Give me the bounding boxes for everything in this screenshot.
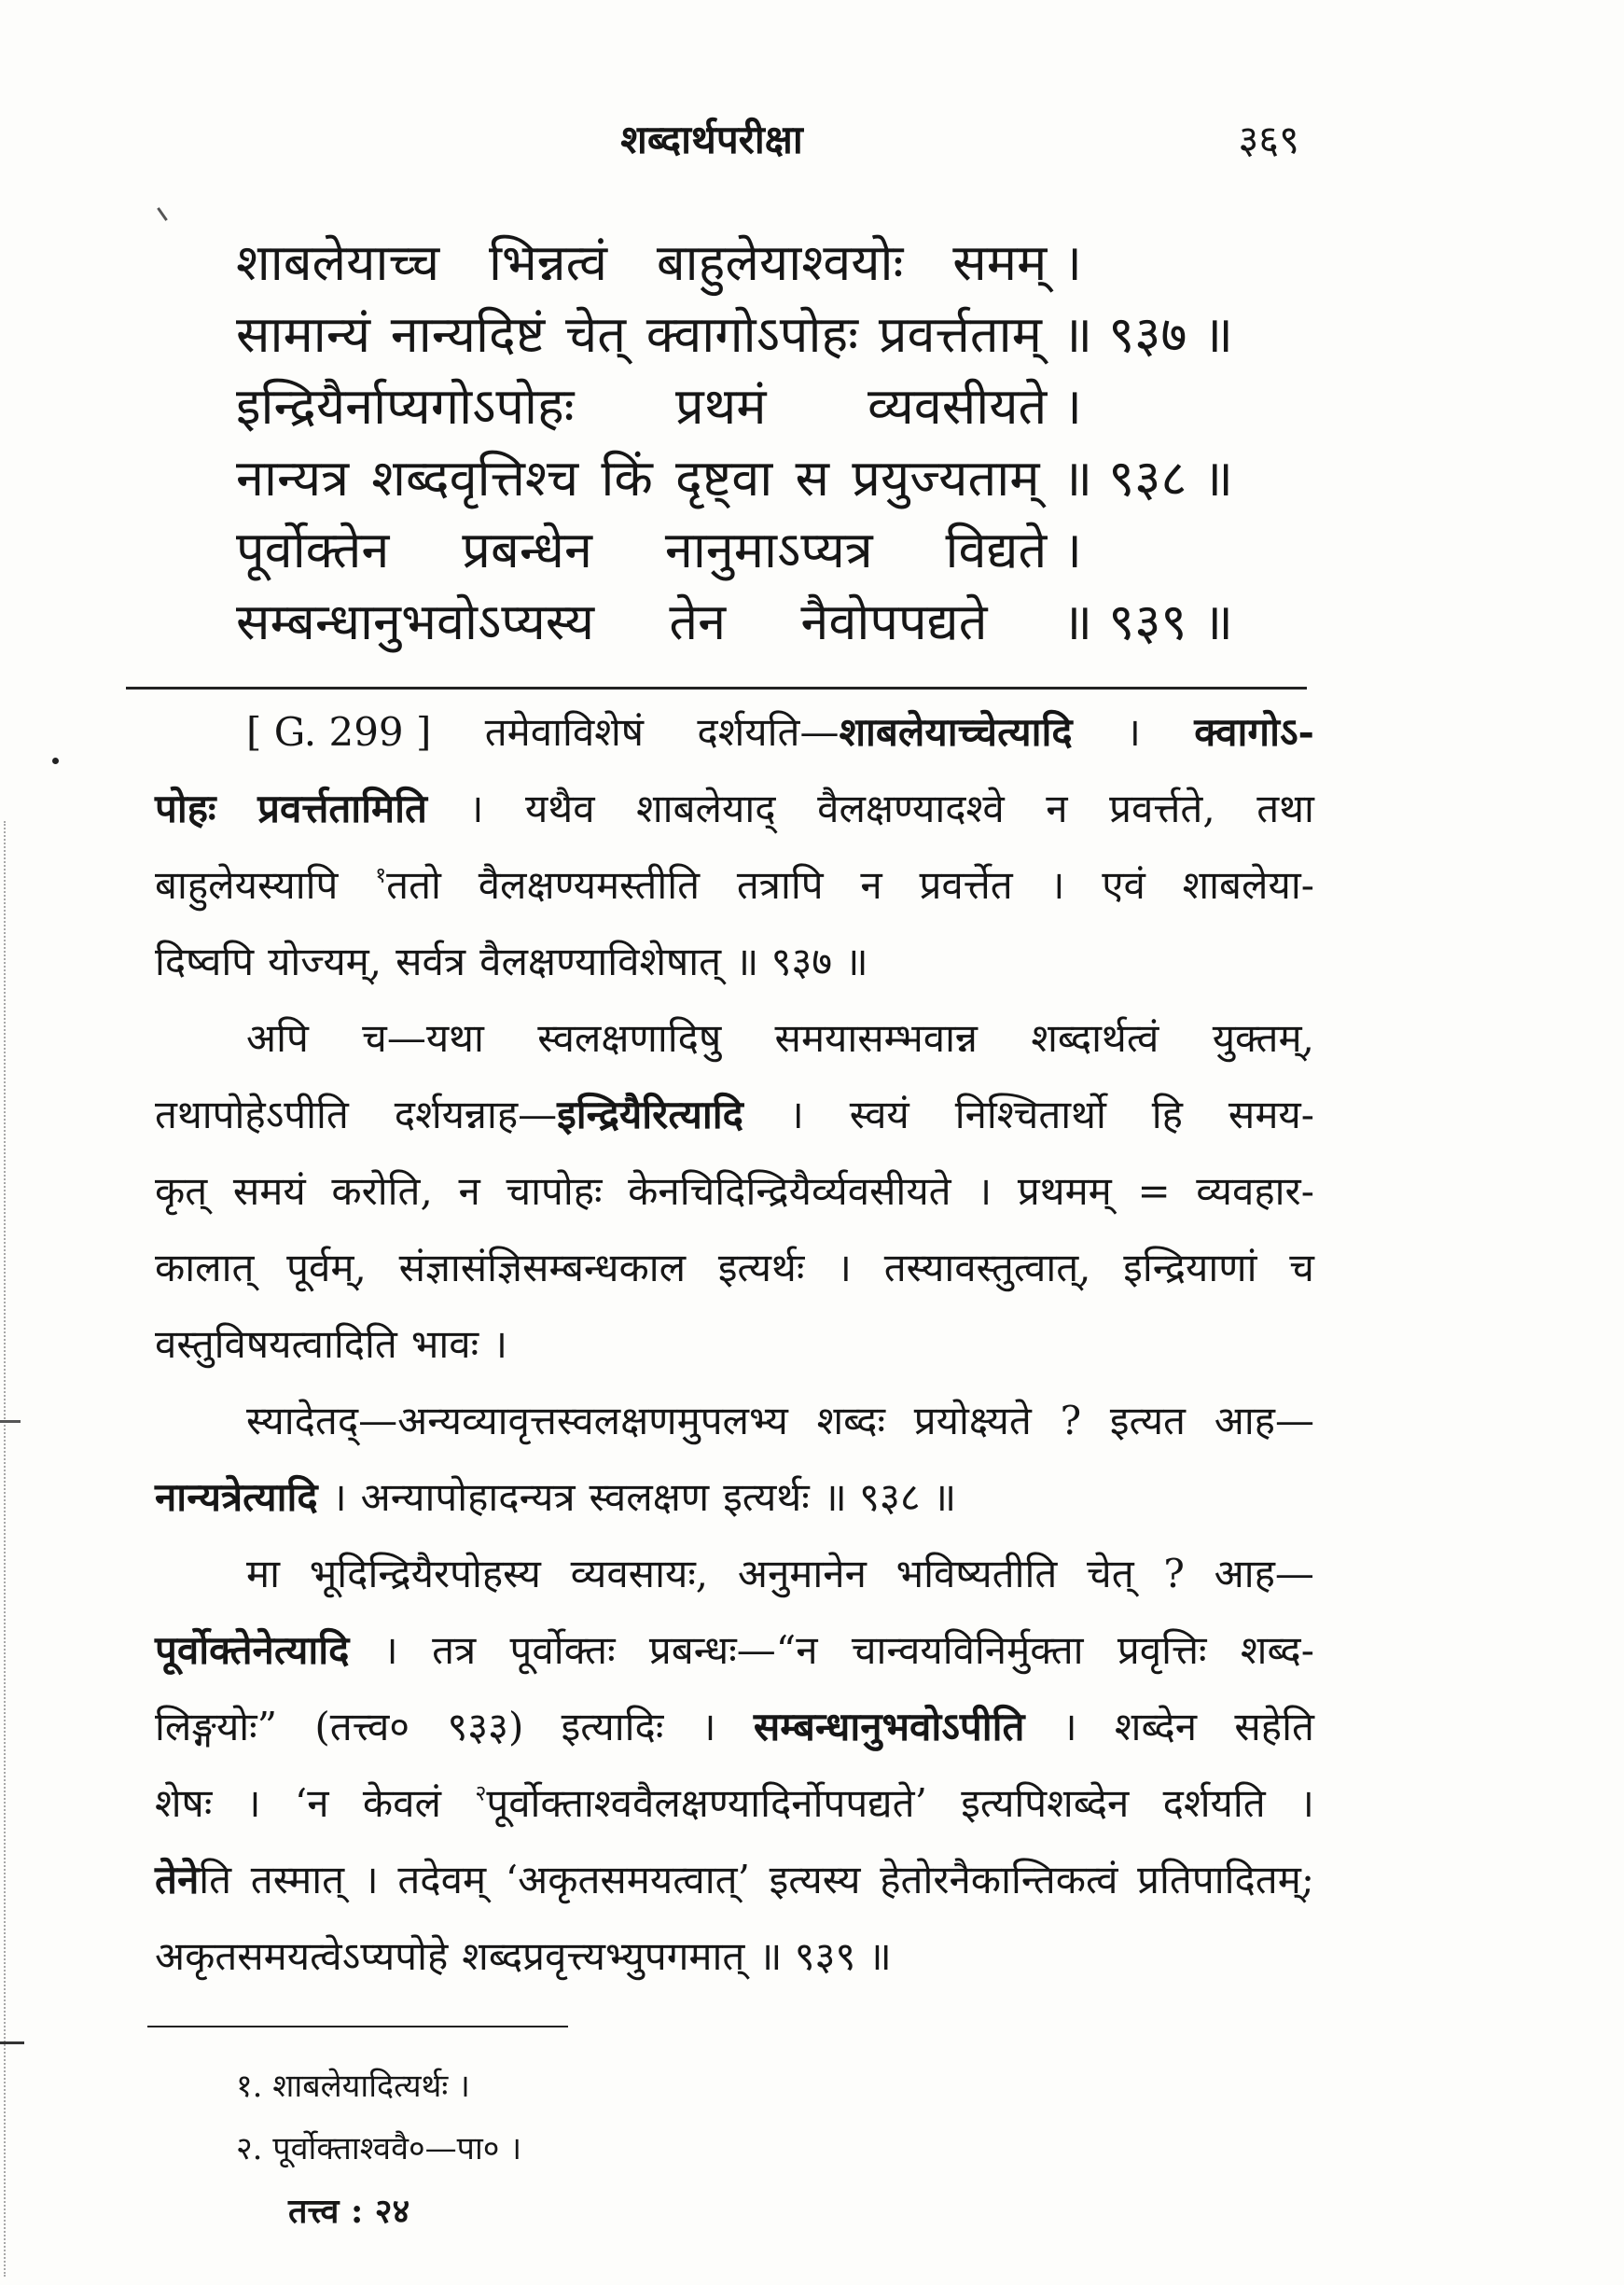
word: भिन्नत्वं [488,233,607,293]
commentary-line [155,771,1314,847]
word: प्रवर्त्तेत [919,861,1013,908]
word: च [1289,1244,1314,1290]
word: । [382,1626,398,1673]
word: प्रवर्त्तताम् [878,305,1042,365]
footnote: १. शाबलेयादित्यर्थः । [236,2068,470,2105]
word: प्रथमम् [1017,1167,1112,1214]
word: दर्शयति [1162,1779,1266,1826]
word: च—यथा [362,1014,484,1061]
word: पूर्वम्, [286,1244,367,1290]
word: तेन [669,592,727,652]
footnote-divider [147,2026,568,2027]
compound-word [475,1780,927,1827]
word: नैवोपपद्यते [800,592,988,652]
commentary-line [155,1842,1314,1918]
verse-couplet [236,228,1234,371]
commentary-line [155,1230,1314,1306]
word: बाहुलेयस्यापि [155,861,339,908]
word: दर्शयन्नाह— [394,1091,558,1137]
word: समयं [232,1167,306,1214]
bold-term: प्रवर्त्ततामिति [257,785,427,831]
word: शब्देन [1114,1703,1198,1749]
word: भविष्यतीति [895,1550,1058,1596]
word: अनुमानेन [737,1550,867,1596]
word: कालात् [155,1244,255,1290]
word: स्यादेतद्—अन्यव्यावृत्तस्वलक्षणमुपलभ्य [246,1397,788,1443]
bold-term: पूर्वोक्तेनेत्यादि [155,1626,350,1673]
word: व्यवसायः, [570,1550,709,1596]
word: लिङ्गयोः” [155,1703,278,1749]
bold-term: पोहः [155,785,216,831]
word: अकृतसमयत्वेऽप्यपोहे [155,1932,449,1979]
word: प्रयोक्ष्यते [913,1397,1032,1443]
commentary-line [155,1000,1314,1077]
commentary-line [155,1153,1314,1230]
footnote-marker: २ [475,1781,487,1806]
word: करोति, [331,1167,433,1214]
word: तस्यावस्तुत्वात्, [883,1244,1091,1290]
footnote-marker: १ [375,863,387,888]
verse-block [236,228,1234,659]
commentary-line [155,1918,1314,1995]
word: प्रवर्त्तते, [1109,785,1215,831]
word: एवं [1102,861,1145,908]
word: हेतोरनैकान्तिकत्वं [880,1856,1118,1902]
word: प्रथमं [674,377,767,437]
word: ९३३) [447,1703,524,1749]
verse-line [236,587,1233,659]
word: कृत् [155,1167,208,1214]
commentary-line [155,847,1314,924]
word: ॥ ९३७ ॥ [1062,305,1233,365]
commentary-line [155,1765,1314,1842]
word: चेत् [564,305,627,365]
verse-line [236,371,1082,443]
word: समम् । [952,233,1082,293]
word: नान्यत्र [236,449,350,509]
compound-word [375,862,441,909]
compound-word [395,1092,743,1138]
word: । [245,1779,261,1826]
word: प्रबन्धेन [462,521,592,580]
word: शेषः [155,1779,213,1826]
verse-couplet [236,515,1234,659]
word: । [977,1167,992,1214]
word: समयासम्भवान्न [774,1014,978,1061]
word: शब्दवृत्तिश्च [371,449,579,509]
scan-artifact [0,1420,21,1423]
word: स्वयं [849,1091,909,1137]
word: क्वागोऽपोहः [645,305,859,365]
word: इन्द्रियैर्नाप्यगोऽपोहः [236,377,575,437]
word: [ G. 299 ] [246,708,432,755]
word: शाबलेयाद् [636,785,776,831]
word: तथा [1256,785,1314,831]
word: चेत् [1087,1550,1134,1596]
word: पूर्वोक्तः [509,1626,616,1673]
scan-artifact [0,2041,24,2044]
footnotes [236,2055,889,2181]
word: समय- [1228,1091,1314,1137]
word: व्यवहार- [1196,1167,1314,1214]
word: स्वलक्षण [589,1473,710,1520]
word: । [701,1703,716,1749]
word: योज्यम्, [268,938,382,984]
commentary-line [155,1077,1314,1153]
compound-word [155,1857,231,1903]
word: ‘न [294,1779,329,1826]
word: स्वलक्षणादिषु [537,1014,722,1061]
commentary-paragraph [155,1536,1314,1995]
word: तस्मात् [250,1856,345,1902]
word: युक्तम्, [1212,1014,1314,1061]
word: तत्र [432,1626,477,1673]
word: ‘अकृतसमयत्वात्’ [505,1856,750,1902]
word: ततो [386,861,441,908]
word: । [1299,1779,1314,1826]
commentary-line [155,1459,1314,1536]
footnote: २. पूर्वोक्ताश्ववै०—पा० । [236,2130,522,2167]
verse-couplet [236,371,1234,515]
verse-line [236,228,1082,300]
word: ॥ ९३७ ॥ [735,938,868,984]
word: तमेवाविशेषं [484,708,645,755]
word: दर्शयति— [697,708,840,755]
word: इत्यस्य [769,1856,861,1902]
word: किं [601,449,653,509]
word: सम्बन्धानुभवोऽप्यस्य [236,592,595,652]
word: वैलक्षण्यादश्वे [817,785,1005,831]
word: प्रवृत्तिः [1117,1626,1207,1673]
word: केवलं [362,1779,441,1826]
bold-term: नान्यत्रेत्यादि [155,1473,318,1520]
scan-artifact [52,758,59,764]
word: विद्यते । [945,521,1082,580]
word: ? [1060,1397,1082,1443]
scan-artifact [157,207,168,221]
word: ? [1163,1550,1185,1596]
word: पूर्वोक्ताश्ववैलक्षण्यादिर्नोपपद्यते’ [486,1779,927,1826]
commentary-line [155,694,1314,771]
word: आह— [1214,1550,1314,1596]
word: सामान्यं [236,305,371,365]
word: अपि [246,1014,309,1061]
word: नानुमाऽप्यत्र [664,521,873,580]
word: ति [199,1856,232,1902]
commentary-block [155,694,1314,1995]
word: । [1062,1703,1077,1749]
word: शाबलेया- [1182,861,1314,908]
word: चान्वयविनिर्मुक्ता [851,1626,1084,1673]
word: दृष्ट्वा [675,449,773,509]
word: अन्यापोहादन्यत्र [360,1473,576,1520]
running-head-title: शब्दार्थपरीक्षा [620,117,803,162]
word: (तत्त्व० [314,1703,410,1749]
word: प्रयुज्यताम् [852,449,1040,509]
word: तदेवम् [397,1856,487,1902]
word: सहेति [1234,1703,1314,1749]
word: न [860,861,882,908]
word: तथापोहेऽपीति [155,1091,349,1137]
word: मा [246,1550,280,1596]
word: । [788,1091,804,1137]
word: नान्यदिष्टं [390,305,546,365]
word: । [363,1856,379,1902]
word: शाबलेयाच्च [236,233,440,293]
word: ॥ ९३९ ॥ [1062,592,1233,652]
commentary-line [155,1536,1314,1612]
word: वस्तुविषयत्वादिति [155,1320,397,1367]
word: न [458,1167,480,1214]
word: शब्दः [816,1397,885,1443]
verse-line [236,300,1233,371]
word: दिष्वपि [155,938,255,984]
bold-term: शाबलेयाच्चेत्यादि [839,708,1073,755]
word: भावः [410,1320,479,1367]
commentary-paragraph [155,1383,1314,1536]
commentary-line [155,1689,1314,1765]
commentary-paragraph [155,694,1314,1000]
word: ॥ ९३८ ॥ [1062,449,1233,509]
word: चापोहः [506,1167,603,1214]
word: शब्द- [1240,1626,1314,1673]
word: । [331,1473,347,1520]
word: निश्चितार्थो [954,1091,1106,1137]
word: इत्यर्थः [717,1244,805,1290]
word: । [468,785,484,831]
word: वैलक्षण्याविशेषात् [479,938,722,984]
bold-term: क्वागोऽ- [1194,708,1314,755]
word: इत्यर्थः [723,1473,810,1520]
bold-term: सम्बन्धानुभवोऽपीति [753,1703,1025,1749]
word: = [1137,1167,1171,1214]
commentary-line [155,1612,1314,1689]
word: ॥ ९३९ ॥ [758,1932,892,1979]
word: इन्द्रियाणां [1123,1244,1257,1290]
commentary-paragraph [155,1000,1314,1383]
page-number: ३६९ [1238,117,1299,162]
word: व्यवसीयते । [867,377,1082,437]
word: प्रतिपादितम्; [1137,1856,1314,1902]
word: । [1126,708,1141,755]
commentary-line [155,924,1314,1000]
commentary-line [155,1383,1314,1459]
word: इत्यत [1109,1397,1186,1443]
word: । [1049,861,1065,908]
word: इत्यादिः [561,1703,664,1749]
word: शब्दप्रवृत्त्यभ्युपगमात् [462,1932,745,1979]
word: वैलक्षण्यमस्तीति [478,861,701,908]
bold-term: इन्द्रियैरित्यादि [557,1091,743,1137]
word: बाहुलेयाश्वयोः [656,233,904,293]
scan-edge-marks [4,821,7,2277]
compound-word [697,709,1072,756]
word: । [837,1244,852,1290]
commentary-line [155,1306,1314,1383]
word: यथैव [525,785,595,831]
word: न [1046,785,1068,831]
word: पूर्वोक्तेन [236,521,390,580]
word: सर्वत्र [396,938,466,984]
word: भूदिन्द्रियैरपोहस्य [309,1550,541,1596]
verse-line [236,443,1233,515]
word: केनचिदिन्द्रियैर्व्यवसीयते [628,1167,951,1214]
word: इत्यपिशब्देन [961,1779,1130,1826]
word: ॥ ९३८ ॥ [823,1473,957,1520]
verse-line [236,515,1082,587]
word: संज्ञासंज्ञिसम्बन्धकाल [398,1244,687,1290]
word: । [493,1320,508,1367]
bold-term: तेने [155,1856,200,1902]
printer-signature-mark: तत्त्व : २४ [288,2192,410,2231]
word: शब्दार्थत्वं [1031,1014,1159,1061]
section-divider [126,687,1307,690]
word: तत्रापि [736,861,824,908]
word: आह— [1214,1397,1314,1443]
word: हि [1151,1091,1183,1137]
word: स [795,449,829,509]
word: प्रबन्धः—“न [648,1626,818,1673]
